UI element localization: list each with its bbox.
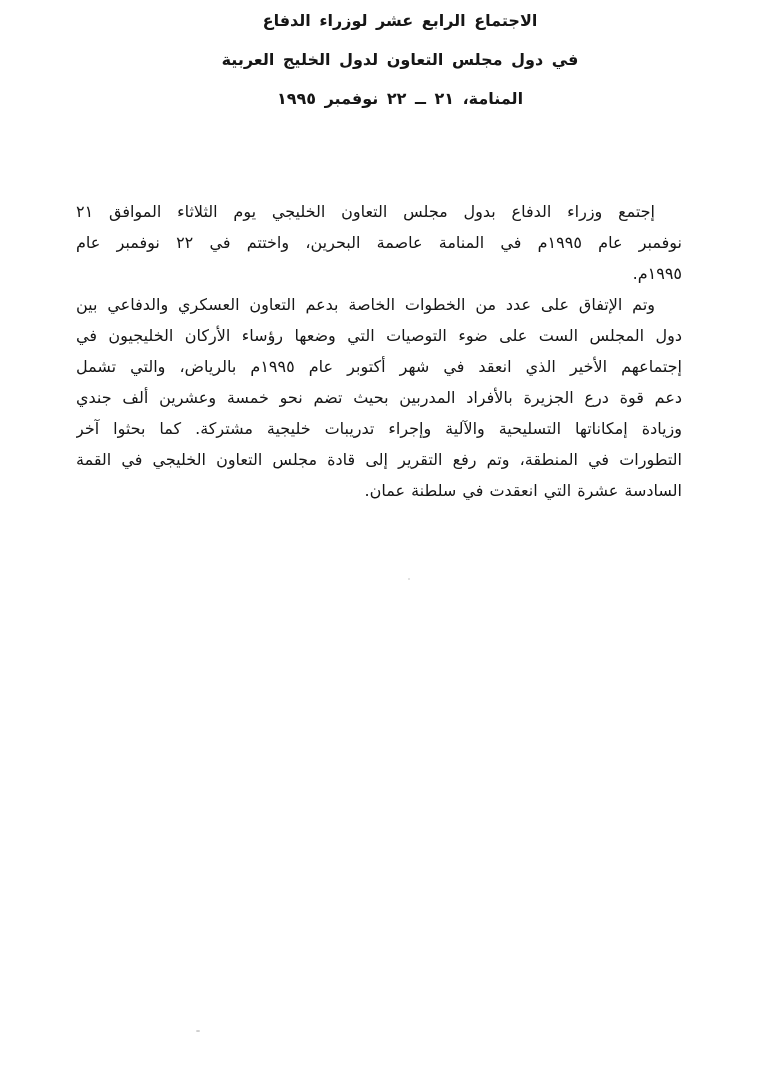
title-line-organization: في دول مجلس التعاون لدول الخليج العربية [221, 50, 579, 69]
paragraph-2-line: دعم قوة درع الجزيرة بالأفراد المدربين بحيث تضم نحو خمسة وعشرين ألف جندي [76, 388, 682, 407]
paragraph-2-line: وتم الإتفاق على عدد من الخطوات الخاصة بدعم التعاون العسكري والدفاعي بين [76, 295, 655, 314]
paragraph-2-line: إجتماعهم الأخير الذي انعقد في شهر أكتوبر عام ١٩٩٥م بالرياض، والتي تشمل [76, 357, 682, 376]
paragraph-2-line: التطورات في المنطقة، وتم رفع التقرير إلى قادة مجلس التعاون الخليجي في القمة [76, 450, 682, 469]
title-line-place-date: المنامة، ٢١ ــ ٢٢ نوفمبر ١٩٩٥ [276, 89, 524, 108]
paragraph-2-line: دول المجلس الست على ضوء التوصيات التي وضعها رؤساء الأركان الخليجيون في [76, 326, 682, 345]
paragraph-2-line: السادسة عشرة التي انعقدت في سلطنة عمان. [364, 481, 682, 500]
scan-noise-speck [196, 1030, 200, 1032]
document-title [80, 8, 682, 125]
paragraph-1-line: نوفمبر عام ١٩٩٥م في المنامة عاصمة البحرين، واختتم في ٢٢ نوفمبر عام [76, 233, 682, 252]
document-body [76, 196, 682, 506]
paragraph-2-line: وزيادة إمكاناتها التسليحية والآلية وإجراء تدريبات خليجية مشتركة. كما بحثوا آخر [76, 419, 682, 438]
scan-noise-speck [408, 578, 410, 580]
title-line-meeting: الاجتماع الرابع عشر لوزراء الدفاع [262, 11, 538, 30]
paragraph-1-line: ١٩٩٥م. [632, 264, 682, 283]
paragraph-1-line: إجتمع وزراء الدفاع بدول مجلس التعاون الخليجي يوم الثلاثاء الموافق ٢١ [76, 202, 655, 221]
